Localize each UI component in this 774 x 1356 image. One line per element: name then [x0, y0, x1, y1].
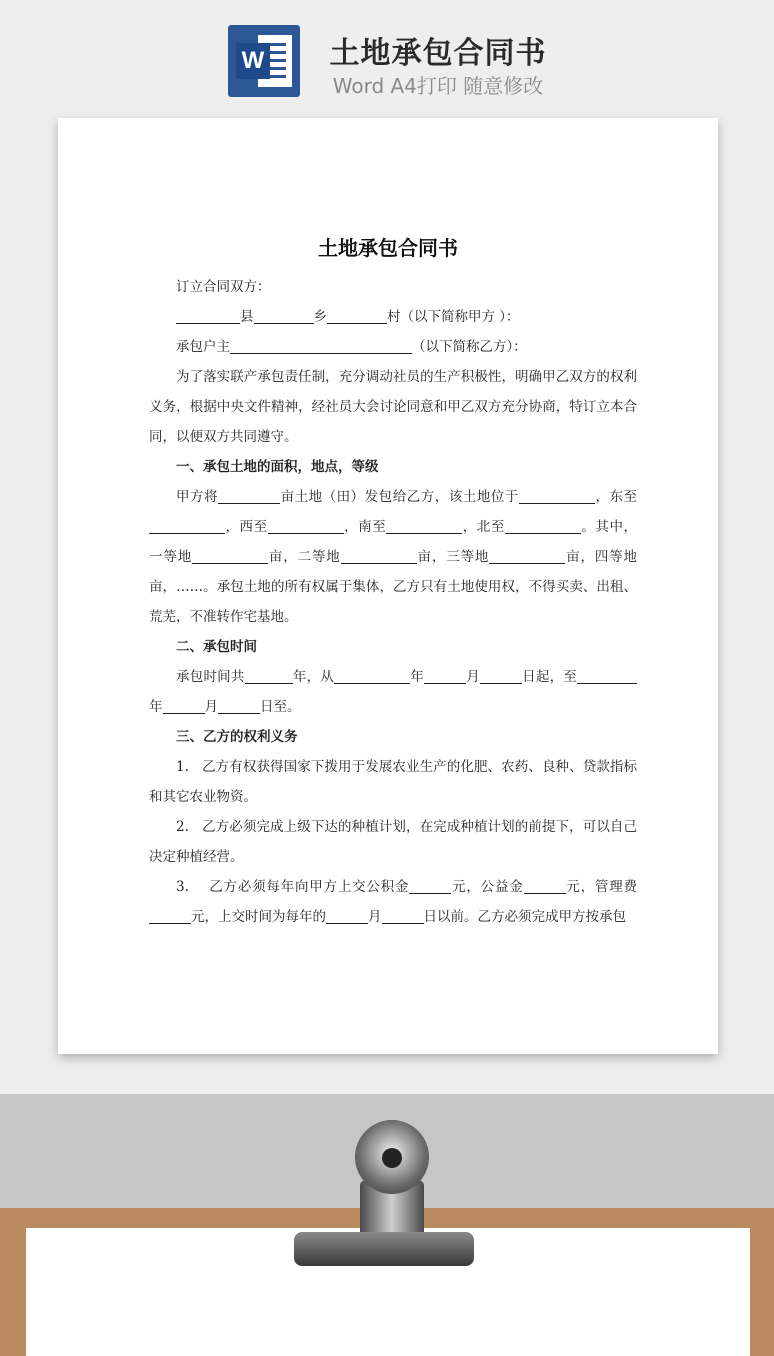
- document-body: [149, 272, 637, 932]
- blank-village[interactable]: [327, 307, 387, 324]
- blank-management-fee[interactable]: [149, 907, 191, 924]
- document-page: [58, 118, 718, 1054]
- blank-grade-1[interactable]: [192, 547, 268, 564]
- section-heading-3: 三、乙方的权利义务: [176, 729, 298, 745]
- blank-householder[interactable]: [230, 337, 412, 354]
- document-title: 土地承包合同书: [318, 236, 458, 260]
- preamble-paragraph: 为了落实联产承包责任制，充分调动社员的生产积极性，明确甲乙双方的权利义务，根据中央文件精神，经社员大会讨论同意和甲乙双方充分协商，特订立本合同，以便双方共同遵守。: [149, 369, 637, 445]
- word-icon: [228, 25, 300, 97]
- section-heading-1: 一、承包土地的面积，地点，等级: [176, 459, 379, 475]
- contract-parties-line: 订立合同双方：: [176, 279, 271, 295]
- banner-title: 土地承包合同书: [329, 36, 547, 71]
- banner-subtitle: Word A4打印 随意修改: [332, 74, 544, 98]
- blank-start-day[interactable]: [480, 667, 522, 684]
- blank-town[interactable]: [254, 307, 314, 324]
- blank-end-month[interactable]: [163, 697, 205, 714]
- blank-area[interactable]: [218, 487, 280, 504]
- blank-west[interactable]: [268, 517, 344, 534]
- blank-pay-month[interactable]: [326, 907, 368, 924]
- section-2-paragraph: 承包时间共 年，从 年 月 日起，至年 月 日至。: [149, 662, 637, 722]
- banner: [0, 0, 774, 118]
- blank-years[interactable]: [245, 667, 293, 684]
- word-icon-letter: W: [236, 43, 270, 79]
- blank-north[interactable]: [505, 517, 581, 534]
- blank-east[interactable]: [149, 517, 225, 534]
- blank-end-year[interactable]: [577, 667, 637, 684]
- item-2: 2. 乙方必须完成上级下达的种植计划，在完成种植计划的前提下，可以自己决定种植经营。: [149, 819, 638, 865]
- blank-start-year[interactable]: [334, 667, 410, 684]
- blank-south[interactable]: [386, 517, 462, 534]
- blank-end-day[interactable]: [218, 697, 260, 714]
- blank-start-month[interactable]: [424, 667, 466, 684]
- item-1: 1. 乙方有权获得国家下拨用于发展农业生产的化肥、农药、良种、贷款指标和其它农业物资。: [149, 759, 638, 805]
- binder-clip-base: [294, 1232, 474, 1266]
- party-a-line: 县 乡 村（以下简称甲方 ）：: [149, 302, 637, 332]
- section-heading-2: 二、承包时间: [176, 639, 257, 655]
- blank-location[interactable]: [519, 487, 595, 504]
- blank-grade-3[interactable]: [489, 547, 565, 564]
- party-b-line: 承包户主 （以下简称乙方）：: [176, 339, 527, 355]
- blank-county[interactable]: [176, 307, 240, 324]
- item-3: 3. 乙方必须每年向甲方上交公积金 元，公益金 元，管理费元，上交时间为每年的 月 日以前。乙方必须完成甲方按承包: [149, 872, 637, 932]
- blank-grade-2[interactable]: [341, 547, 417, 564]
- blank-provident-fund[interactable]: [409, 877, 451, 894]
- blank-pay-day[interactable]: [382, 907, 424, 924]
- section-1-paragraph: 甲方将 亩土地（田）发包给乙方，该土地位于 ，东至，西至 ，南至 ，北至 。其中，一等地 亩，二等地 亩，三等地 亩，四等地亩，……。承包土地的所有权属于集体，乙方只有土地使用权，不得买卖、出租、荒芜，不准转作宅基地。: [149, 489, 638, 625]
- blank-welfare-fund[interactable]: [524, 877, 566, 894]
- binder-clip-hole: [382, 1148, 402, 1168]
